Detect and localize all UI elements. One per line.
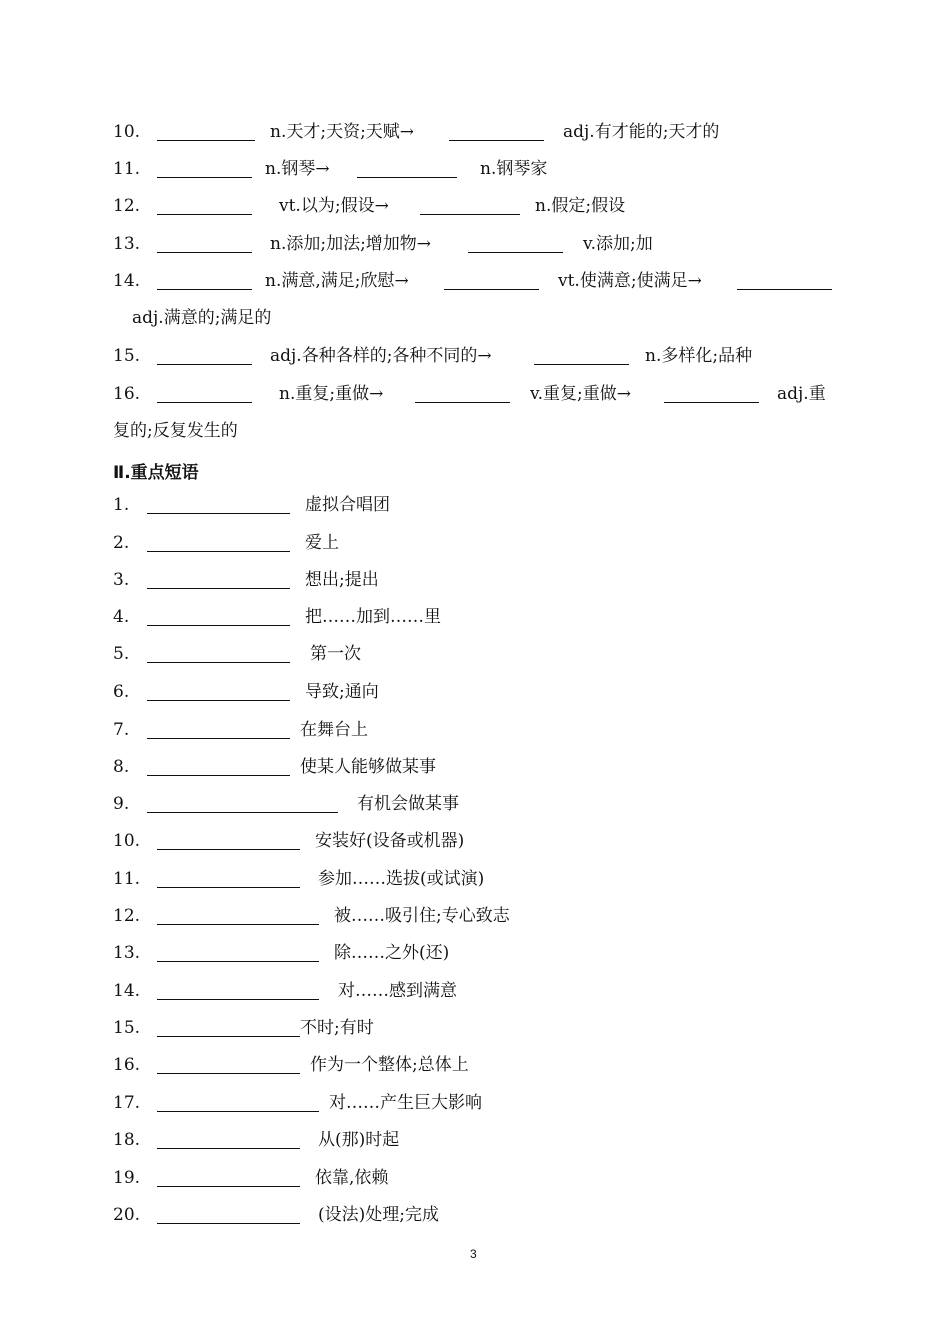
item-number: 12.	[113, 906, 141, 926]
word-definition: 复的;反复发生的	[113, 421, 238, 441]
item-number: 20.	[113, 1205, 141, 1225]
answer-blank[interactable]	[157, 402, 252, 403]
answer-blank[interactable]	[157, 1148, 300, 1149]
item-number: 10.	[113, 831, 141, 851]
answer-blank[interactable]	[157, 252, 252, 253]
phrase-meaning: 导致;通向	[305, 682, 379, 702]
word-definition: n.满意,满足;欣慰→	[265, 271, 409, 291]
answer-blank[interactable]	[157, 364, 252, 365]
word-definition: v.重复;重做→	[530, 384, 631, 404]
answer-blank[interactable]	[444, 289, 539, 290]
item-number: 18.	[113, 1130, 141, 1150]
word-definition: adj.各种各样的;各种不同的→	[270, 346, 492, 366]
item-number: 14.	[113, 271, 141, 291]
answer-blank[interactable]	[157, 849, 300, 850]
item-number: 7.	[113, 720, 130, 740]
item-number: 11.	[113, 159, 141, 179]
answer-blank[interactable]	[147, 775, 290, 776]
answer-blank[interactable]	[468, 252, 563, 253]
item-number: 8.	[113, 757, 130, 777]
answer-blank[interactable]	[147, 588, 290, 589]
answer-blank[interactable]	[420, 214, 520, 215]
answer-blank[interactable]	[157, 961, 319, 962]
answer-blank[interactable]	[157, 1036, 300, 1037]
word-definition: n.钢琴→	[265, 159, 330, 179]
word-definition: vt.使满意;使满足→	[558, 271, 702, 291]
phrase-meaning: 除……之外(还)	[334, 943, 450, 963]
item-number: 12.	[113, 196, 141, 216]
phrase-meaning: 作为一个整体;总体上	[310, 1055, 469, 1075]
phrase-meaning: 把……加到……里	[305, 607, 441, 627]
phrase-meaning: 在舞台上	[300, 720, 368, 740]
item-number: 3.	[113, 570, 130, 590]
answer-blank[interactable]	[664, 402, 759, 403]
answer-blank[interactable]	[147, 625, 290, 626]
answer-blank[interactable]	[157, 1223, 300, 1224]
phrase-meaning: 被……吸引住;专心致志	[334, 906, 510, 926]
word-definition: v.添加;加	[583, 234, 653, 254]
item-number: 16.	[113, 1055, 141, 1075]
answer-blank[interactable]	[157, 1073, 300, 1074]
word-definition: adj.重	[777, 384, 826, 404]
answer-blank[interactable]	[147, 812, 338, 813]
phrase-meaning: 想出;提出	[305, 570, 379, 590]
answer-blank[interactable]	[157, 924, 319, 925]
phrase-meaning: 安装好(设备或机器)	[315, 831, 465, 851]
answer-blank[interactable]	[147, 513, 290, 514]
item-number: 4.	[113, 607, 130, 627]
item-number: 10.	[113, 122, 141, 142]
answer-blank[interactable]	[157, 999, 319, 1000]
item-number: 15.	[113, 346, 141, 366]
answer-blank[interactable]	[534, 364, 629, 365]
phrase-meaning: (设法)处理;完成	[318, 1205, 439, 1225]
answer-blank[interactable]	[157, 140, 255, 141]
phrase-meaning: 爱上	[305, 533, 339, 553]
answer-blank[interactable]	[157, 1111, 319, 1112]
item-number: 6.	[113, 682, 130, 702]
phrase-meaning: 从(那)时起	[318, 1130, 400, 1150]
answer-blank[interactable]	[157, 289, 252, 290]
answer-blank[interactable]	[157, 1186, 300, 1187]
item-number: 14.	[113, 981, 141, 1001]
answer-blank[interactable]	[415, 402, 510, 403]
item-number: 13.	[113, 234, 141, 254]
item-number: 2.	[113, 533, 130, 553]
item-number: 1.	[113, 495, 130, 515]
phrase-meaning: 参加……选拔(或试演)	[318, 869, 485, 889]
word-definition: n.假定;假设	[535, 196, 626, 216]
phrase-meaning: 依靠,依赖	[315, 1168, 389, 1188]
word-definition: n.钢琴家	[480, 159, 548, 179]
answer-blank[interactable]	[157, 887, 300, 888]
answer-blank[interactable]	[157, 214, 252, 215]
word-definition: adj.满意的;满足的	[132, 308, 272, 328]
item-number: 16.	[113, 384, 141, 404]
word-definition: n.重复;重做→	[279, 384, 384, 404]
answer-blank[interactable]	[157, 177, 252, 178]
answer-blank[interactable]	[147, 551, 290, 552]
phrase-meaning: 不时;有时	[300, 1018, 374, 1038]
phrase-meaning: 对……产生巨大影响	[329, 1093, 482, 1113]
answer-blank[interactable]	[449, 140, 544, 141]
word-definition: n.多样化;品种	[645, 346, 753, 366]
item-number: 17.	[113, 1093, 141, 1113]
answer-blank[interactable]	[147, 738, 290, 739]
answer-blank[interactable]	[147, 700, 290, 701]
phrase-meaning: 虚拟合唱团	[305, 495, 390, 515]
page-number: 3	[470, 1247, 477, 1261]
word-definition: adj.有才能的;天才的	[563, 122, 720, 142]
item-number: 9.	[113, 794, 130, 814]
phrase-meaning: 使某人能够做某事	[300, 757, 436, 777]
phrase-meaning: 第一次	[310, 644, 361, 664]
phrase-meaning: 有机会做某事	[357, 794, 459, 814]
answer-blank[interactable]	[737, 289, 832, 290]
word-definition: n.天才;天资;天赋→	[270, 122, 415, 142]
item-number: 11.	[113, 869, 141, 889]
word-definition: vt.以为;假设→	[279, 196, 389, 216]
answer-blank[interactable]	[147, 662, 290, 663]
section-heading: Ⅱ.重点短语	[113, 463, 199, 483]
item-number: 19.	[113, 1168, 141, 1188]
word-definition: n.添加;加法;增加物→	[270, 234, 432, 254]
item-number: 13.	[113, 943, 141, 963]
item-number: 5.	[113, 644, 130, 664]
phrase-meaning: 对……感到满意	[338, 981, 457, 1001]
item-number: 15.	[113, 1018, 141, 1038]
answer-blank[interactable]	[357, 177, 457, 178]
